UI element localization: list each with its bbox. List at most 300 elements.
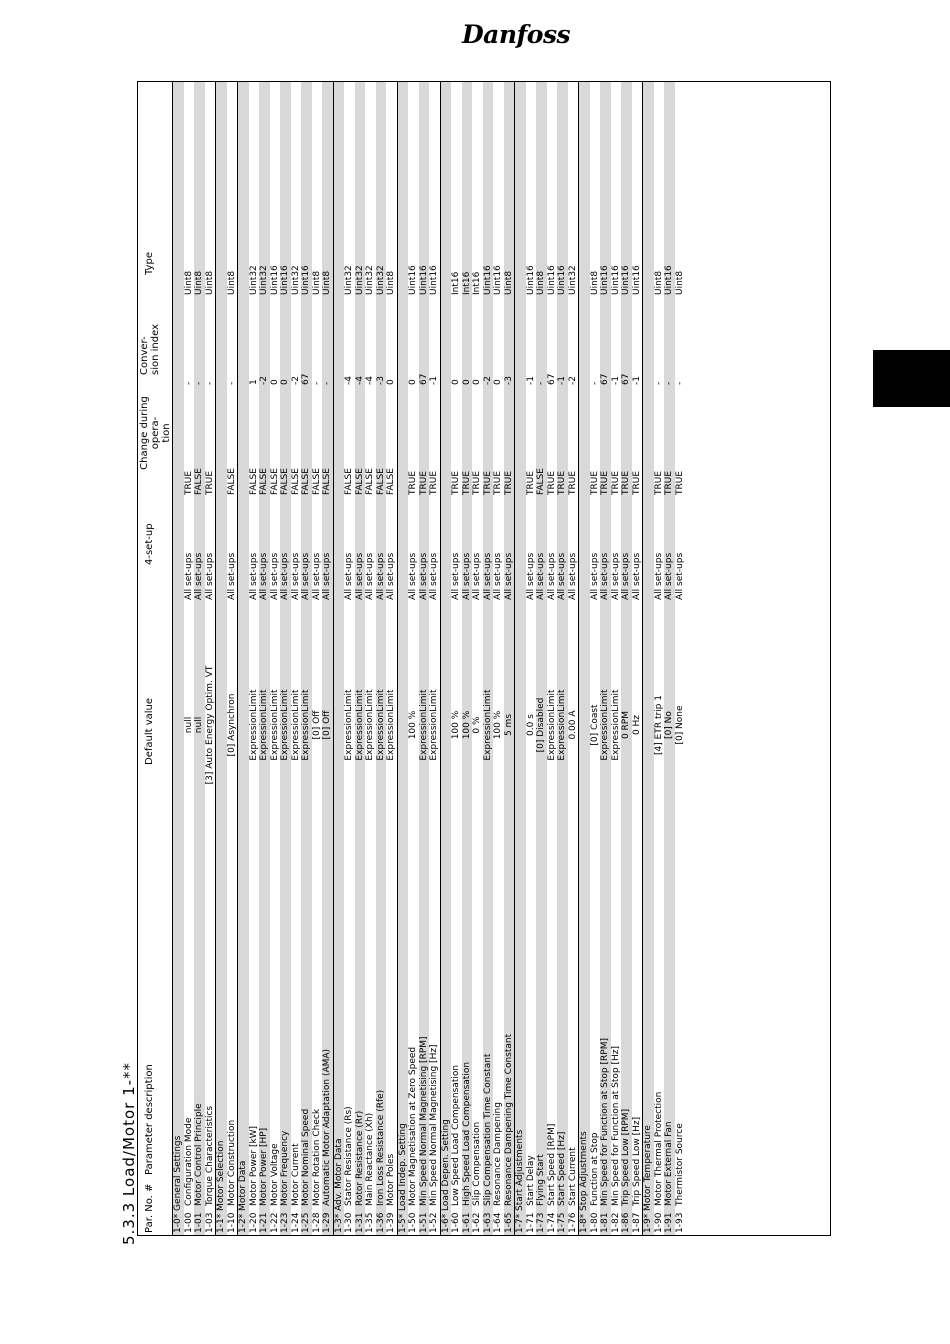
cell-default: 5 ms [503, 713, 514, 737]
cell-conv: -4 [344, 376, 354, 385]
danfoss-logo: Danfoss [462, 20, 571, 49]
cell-conv: - [311, 381, 322, 385]
cell-type: Uint8 [674, 270, 685, 295]
group-title: 1-3* Adv. Motor Data [333, 1138, 344, 1233]
cell-par: 1-03 [204, 1212, 215, 1233]
cell-type: Uint16 [408, 265, 418, 295]
table-row [376, 82, 387, 1235]
cell-setup: All set-ups [311, 552, 322, 600]
cell-desc: Motor Nominal Speed [301, 1108, 311, 1206]
cell-conv: -2 [259, 376, 269, 385]
cell-desc: Trip Speed Low [RPM] [621, 1108, 631, 1206]
header-par-no: Par. No. # [144, 1183, 155, 1233]
cell-type: Uint32 [375, 265, 386, 295]
cell-desc: Min Speed for Function at Stop [Hz] [610, 1045, 621, 1206]
cell-type: Uint16 [631, 265, 642, 295]
cell-conv: 0 [408, 379, 418, 385]
group-header-row [215, 82, 227, 1235]
group-header-row [333, 82, 345, 1235]
table-row [600, 82, 611, 1235]
cell-type: Uint8 [503, 270, 514, 295]
cell-conv: - [664, 381, 674, 385]
cell-setup: All set-ups [631, 552, 642, 600]
cell-setup: All set-ups [259, 552, 269, 600]
cell-par: 1-35 [365, 1212, 375, 1233]
cell-par: 1-65 [503, 1212, 514, 1233]
cell-change: FALSE [365, 468, 375, 495]
cell-default: ExpressionLimit [429, 689, 439, 761]
cell-setup: All set-ups [408, 552, 418, 600]
table-row [291, 82, 302, 1235]
table-row [664, 82, 675, 1235]
cell-type: Uint32 [365, 265, 375, 295]
cell-type: Uint16 [269, 265, 280, 295]
cell-setup: All set-ups [610, 552, 621, 600]
cell-change: TRUE [621, 470, 631, 495]
table-row [419, 82, 430, 1235]
table-body [172, 82, 685, 1235]
cell-change: FALSE [269, 468, 280, 495]
header-type: Type [144, 252, 155, 275]
cell-conv: -2 [290, 376, 301, 385]
group-title: 1-5* Load Indep. Setting [397, 1123, 408, 1233]
cell-setup: All set-ups [567, 552, 578, 600]
cell-par: 1-60 [451, 1212, 461, 1233]
group-header-row [397, 82, 409, 1235]
cell-conv: - [674, 381, 685, 385]
cell-conv: 0 [269, 379, 280, 385]
group-header-row [172, 82, 184, 1235]
cell-desc: Min Speed Normal Magnetising [RPM] [418, 1036, 429, 1206]
cell-change: FALSE [259, 468, 269, 495]
cell-default: 100 % [451, 710, 461, 740]
cell-desc: Motor Magnetisation at Zero Speed [408, 1046, 418, 1206]
cell-par: 1-74 [546, 1212, 557, 1233]
table-row [611, 82, 622, 1235]
cell-setup: All set-ups [280, 552, 290, 600]
cell-par: 1-28 [311, 1212, 322, 1233]
cell-desc: Motor External Fan [664, 1121, 674, 1206]
cell-conv: 67 [301, 373, 311, 385]
cell-change: TRUE [204, 470, 215, 495]
cell-setup: All set-ups [461, 552, 472, 600]
cell-type: Uint16 [429, 265, 439, 295]
cell-setup: All set-ups [653, 552, 664, 600]
group-header-row [578, 82, 590, 1235]
cell-desc: Min Speed for Function at Stop [RPM] [600, 1038, 610, 1206]
cell-desc: Stator Resistance (Rs) [344, 1106, 354, 1206]
cell-type: Int16 [451, 271, 461, 295]
cell-default: ExpressionLimit [280, 689, 290, 761]
cell-default: null [183, 716, 194, 734]
table-row [408, 82, 419, 1235]
cell-desc: Function at Stop [589, 1132, 600, 1206]
cell-default: 0 Hz [631, 714, 642, 736]
cell-conv: 0 [472, 379, 482, 385]
cell-par: 1-91 [664, 1212, 674, 1233]
cell-desc: Configuration Mode [183, 1117, 194, 1206]
cell-desc: Torque Characteristics [204, 1105, 215, 1206]
cell-default: ExpressionLimit [482, 689, 493, 761]
cell-desc: Motor Poles [386, 1153, 396, 1206]
cell-type: Uint16 [557, 265, 567, 295]
cell-default: [0] None [674, 705, 685, 745]
cell-type: Uint8 [226, 270, 237, 295]
table-row [590, 82, 601, 1235]
cell-par: 1-71 [525, 1212, 536, 1233]
table-row [280, 82, 291, 1235]
cell-setup: All set-ups [322, 552, 332, 600]
cell-type: Uint8 [183, 270, 194, 295]
cell-setup: All set-ups [546, 552, 557, 600]
cell-desc: Trip Speed Low [Hz] [631, 1116, 642, 1206]
cell-type: Uint8 [589, 270, 600, 295]
cell-par: 1-01 [194, 1212, 204, 1233]
cell-type: Uint16 [482, 265, 493, 295]
table-row [259, 82, 270, 1235]
cell-setup: All set-ups [664, 552, 674, 600]
cell-desc: Rotor Resistance (Rr) [354, 1110, 365, 1206]
table-row [355, 82, 366, 1235]
cell-default: [3] Auto Energy Optim. VT [204, 665, 215, 785]
page-title: 5.3.3 Load/Motor 1-** [120, 1061, 138, 1245]
cell-conv: -1 [557, 376, 567, 385]
cell-setup: All set-ups [493, 552, 503, 600]
header-change-during-operation [139, 383, 172, 483]
cell-conv: -4 [365, 376, 375, 385]
cell-conv: 67 [600, 373, 610, 385]
cell-default: 0.00 A [567, 710, 578, 740]
group-title: 1-2* Motor Data [238, 1160, 248, 1233]
cell-change: FALSE [344, 468, 354, 495]
table-row [451, 82, 462, 1235]
cell-change: FALSE [194, 468, 204, 495]
cell-par: 1-86 [621, 1212, 631, 1233]
cell-change: TRUE [493, 470, 503, 495]
cell-type: Uint16 [280, 265, 290, 295]
cell-default: [0] Off [311, 710, 322, 740]
cell-par: 1-62 [472, 1212, 482, 1233]
cell-default: ExpressionLimit [546, 689, 557, 761]
cell-change: FALSE [386, 468, 396, 495]
cell-change: FALSE [354, 468, 365, 495]
cell-setup: All set-ups [290, 552, 301, 600]
table-row [386, 82, 397, 1235]
table-row [194, 82, 205, 1235]
table-row [654, 82, 665, 1235]
cell-conv: 0 [280, 379, 290, 385]
header-conv-line2: sion index [150, 324, 161, 375]
cell-par: 1-36 [375, 1212, 386, 1233]
cell-type: Uint16 [621, 265, 631, 295]
cell-desc: Motor Frequency [280, 1130, 290, 1206]
cell-default: ExpressionLimit [600, 689, 610, 761]
cell-change: TRUE [451, 470, 461, 495]
cell-setup: All set-ups [386, 552, 396, 600]
cell-par: 1-52 [429, 1212, 439, 1233]
header-change-line2: tion [161, 423, 172, 443]
cell-setup: All set-ups [194, 552, 204, 600]
cell-par: 1-39 [386, 1212, 396, 1233]
cell-type: Uint32 [344, 265, 354, 295]
cell-default: [0] Asynchron [226, 693, 237, 757]
cell-desc: Start Delay [525, 1155, 536, 1206]
cell-par: 1-63 [482, 1212, 493, 1233]
group-title: 1-6* Load Depen. Setting [440, 1119, 451, 1233]
cell-default: ExpressionLimit [375, 689, 386, 761]
cell-desc: Slip Compensation [472, 1121, 482, 1206]
cell-change: FALSE [290, 468, 301, 495]
cell-change: TRUE [674, 470, 685, 495]
cell-par: 1-31 [354, 1212, 365, 1233]
cell-desc: Start Current [567, 1147, 578, 1206]
cell-default: ExpressionLimit [269, 689, 280, 761]
cell-desc: Resonance Dampening Time Constant [503, 1033, 514, 1206]
table-row [227, 82, 238, 1235]
cell-default: ExpressionLimit [610, 689, 621, 761]
cell-par: 1-50 [408, 1212, 418, 1233]
cell-par: 1-81 [600, 1212, 610, 1233]
table-row [493, 82, 504, 1235]
cell-default: ExpressionLimit [301, 689, 311, 761]
table-row [205, 82, 216, 1235]
cell-change: FALSE [536, 468, 546, 495]
cell-default: ExpressionLimit [354, 689, 365, 761]
group-header-row [237, 82, 249, 1235]
cell-par: 1-75 [557, 1212, 567, 1233]
cell-conv: 0 [386, 379, 396, 385]
cell-setup: All set-ups [536, 552, 546, 600]
cell-conv: - [183, 381, 194, 385]
group-title: 1-7* Start Adjustments [515, 1129, 525, 1233]
cell-par: 1-25 [301, 1212, 311, 1233]
cell-setup: All set-ups [525, 552, 536, 600]
table-header [138, 82, 170, 1235]
cell-conv: 0 [451, 379, 461, 385]
cell-conv: - [322, 381, 332, 385]
cell-desc: Flying Start [536, 1154, 546, 1206]
cell-change: TRUE [589, 470, 600, 495]
cell-par: 1-93 [674, 1212, 685, 1233]
cell-default: ExpressionLimit [386, 689, 396, 761]
group-title: 1-0* General Settings [173, 1135, 183, 1233]
cell-desc: Iron Loss Resistance (Rfe) [375, 1089, 386, 1206]
cell-conv: 67 [546, 373, 557, 385]
cell-change: FALSE [301, 468, 311, 495]
cell-setup: All set-ups [248, 552, 259, 600]
cell-setup: All set-ups [183, 552, 194, 600]
cell-conv: 0 [461, 379, 472, 385]
cell-setup: All set-ups [589, 552, 600, 600]
table-row [301, 82, 312, 1235]
cell-par: 1-24 [290, 1212, 301, 1233]
cell-setup: All set-ups [472, 552, 482, 600]
cell-default: [0] Coast [589, 704, 600, 746]
cell-par: 1-76 [567, 1212, 578, 1233]
cell-change: TRUE [546, 470, 557, 495]
cell-change: TRUE [567, 470, 578, 495]
cell-conv: - [226, 381, 237, 385]
header-description: Parameter description [144, 1064, 155, 1175]
chapter-tab-marker [873, 350, 950, 407]
cell-type: Uint8 [322, 270, 332, 295]
cell-par: 1-23 [280, 1212, 290, 1233]
cell-par: 1-82 [610, 1212, 621, 1233]
table-row [344, 82, 355, 1235]
cell-conv: - [536, 381, 546, 385]
cell-default: ExpressionLimit [248, 689, 259, 761]
cell-conv: 0 [493, 379, 503, 385]
cell-setup: All set-ups [226, 552, 237, 600]
cell-setup: All set-ups [621, 552, 631, 600]
cell-conv: -3 [375, 376, 386, 385]
cell-change: TRUE [653, 470, 664, 495]
table-row [504, 82, 515, 1235]
cell-desc: Min Speed Normal Magnetising [Hz] [429, 1044, 439, 1206]
parameter-table [138, 82, 830, 1235]
cell-change: FALSE [248, 468, 259, 495]
cell-type: Uint16 [418, 265, 429, 295]
table-row [365, 82, 376, 1235]
cell-conv: -4 [354, 376, 365, 385]
cell-conv: -1 [631, 376, 642, 385]
cell-type: Uint32 [567, 265, 578, 295]
cell-par: 1-22 [269, 1212, 280, 1233]
cell-change: TRUE [472, 470, 482, 495]
cell-desc: Motor Current [290, 1143, 301, 1206]
cell-conv: -3 [503, 376, 514, 385]
cell-change: TRUE [418, 470, 429, 495]
cell-par: 1-30 [344, 1212, 354, 1233]
cell-type: Uint8 [194, 270, 204, 295]
cell-type: Uint16 [546, 265, 557, 295]
cell-par: 1-20 [248, 1212, 259, 1233]
cell-setup: All set-ups [344, 552, 354, 600]
cell-conv: 1 [248, 379, 259, 385]
cell-default: ExpressionLimit [259, 689, 269, 761]
table-row [621, 82, 632, 1235]
cell-type: Uint8 [204, 270, 215, 295]
parameter-table-frame [137, 81, 831, 1236]
cell-change: FALSE [375, 468, 386, 495]
table-row [184, 82, 195, 1235]
table-row [632, 82, 643, 1235]
cell-setup: All set-ups [204, 552, 215, 600]
cell-desc: Main Reactance (Xh) [365, 1112, 375, 1206]
group-title: 1-8* Stop Adjustments [579, 1131, 589, 1233]
cell-conv: -1 [429, 376, 439, 385]
cell-type: Uint16 [610, 265, 621, 295]
cell-type: Uint16 [600, 265, 610, 295]
cell-desc: Start Speed [Hz] [557, 1131, 567, 1206]
cell-change: TRUE [610, 470, 621, 495]
table-row [547, 82, 558, 1235]
cell-par: 1-51 [418, 1212, 429, 1233]
cell-default: [0] Off [322, 710, 332, 740]
cell-default: 100 % [408, 710, 418, 740]
cell-conv: 67 [418, 373, 429, 385]
cell-change: TRUE [557, 470, 567, 495]
cell-change: FALSE [311, 468, 322, 495]
cell-desc: Motor Thermal Protection [653, 1091, 664, 1206]
cell-par: 1-29 [322, 1212, 332, 1233]
cell-par: 1-64 [493, 1212, 503, 1233]
cell-desc: Resonance Dampening [493, 1102, 503, 1206]
cell-default: ExpressionLimit [557, 689, 567, 761]
cell-conv: -2 [482, 376, 493, 385]
cell-desc: Automatic Motor Adaptation (AMA) [322, 1048, 332, 1206]
cell-default: 0.0 s [525, 714, 536, 736]
table-row [557, 82, 568, 1235]
cell-conv: - [194, 381, 204, 385]
header-conv-line1: Conver- [139, 336, 150, 375]
cell-type: Uint16 [525, 265, 536, 295]
cell-setup: All set-ups [365, 552, 375, 600]
cell-type: Uint16 [493, 265, 503, 295]
cell-type: Int16 [461, 271, 472, 295]
cell-desc: Motor Voltage [269, 1143, 280, 1206]
cell-default: 100 % [493, 710, 503, 740]
cell-type: Uint16 [664, 265, 674, 295]
header-default-value: Default value [144, 697, 155, 765]
cell-change: TRUE [525, 470, 536, 495]
table-row [312, 82, 323, 1235]
cell-type: Uint8 [653, 270, 664, 295]
table-row [322, 82, 333, 1235]
group-header-row [642, 82, 654, 1235]
cell-change: TRUE [482, 470, 493, 495]
cell-desc: Motor Power [kW] [248, 1125, 259, 1206]
header-4-set-up: 4-set-up [144, 523, 155, 565]
cell-default: 100 % [461, 710, 472, 740]
table-row [462, 82, 473, 1235]
cell-par: 1-00 [183, 1212, 194, 1233]
table-row [429, 82, 440, 1235]
cell-type: Uint8 [386, 270, 396, 295]
cell-change: TRUE [631, 470, 642, 495]
cell-desc: Low Speed Load Compensation [451, 1064, 461, 1206]
cell-default: ExpressionLimit [365, 689, 375, 761]
table-row [270, 82, 281, 1235]
cell-par: 1-61 [461, 1212, 472, 1233]
cell-setup: All set-ups [557, 552, 567, 600]
cell-setup: All set-ups [269, 552, 280, 600]
cell-par: 1-73 [536, 1212, 546, 1233]
cell-setup: All set-ups [429, 552, 439, 600]
cell-desc: High Speed Load Compensation [461, 1061, 472, 1206]
cell-par: 1-90 [653, 1212, 664, 1233]
cell-default: 0 RPM [621, 710, 631, 740]
cell-type: Uint32 [354, 265, 365, 295]
table-row [568, 82, 579, 1235]
cell-default: ExpressionLimit [344, 689, 354, 761]
table-row [472, 82, 483, 1235]
cell-par: 1-87 [631, 1212, 642, 1233]
cell-setup: All set-ups [375, 552, 386, 600]
cell-change: FALSE [280, 468, 290, 495]
cell-type: Uint32 [290, 265, 301, 295]
cell-type: Uint32 [248, 265, 259, 295]
cell-default: 0 % [472, 716, 482, 734]
cell-par: 1-80 [589, 1212, 600, 1233]
cell-default: ExpressionLimit [290, 689, 301, 761]
table-row [249, 82, 260, 1235]
cell-default: null [194, 716, 204, 734]
cell-type: Uint8 [311, 270, 322, 295]
table-row [536, 82, 547, 1235]
cell-desc: Motor Control Principle [194, 1103, 204, 1206]
cell-par: 1-21 [259, 1212, 269, 1233]
